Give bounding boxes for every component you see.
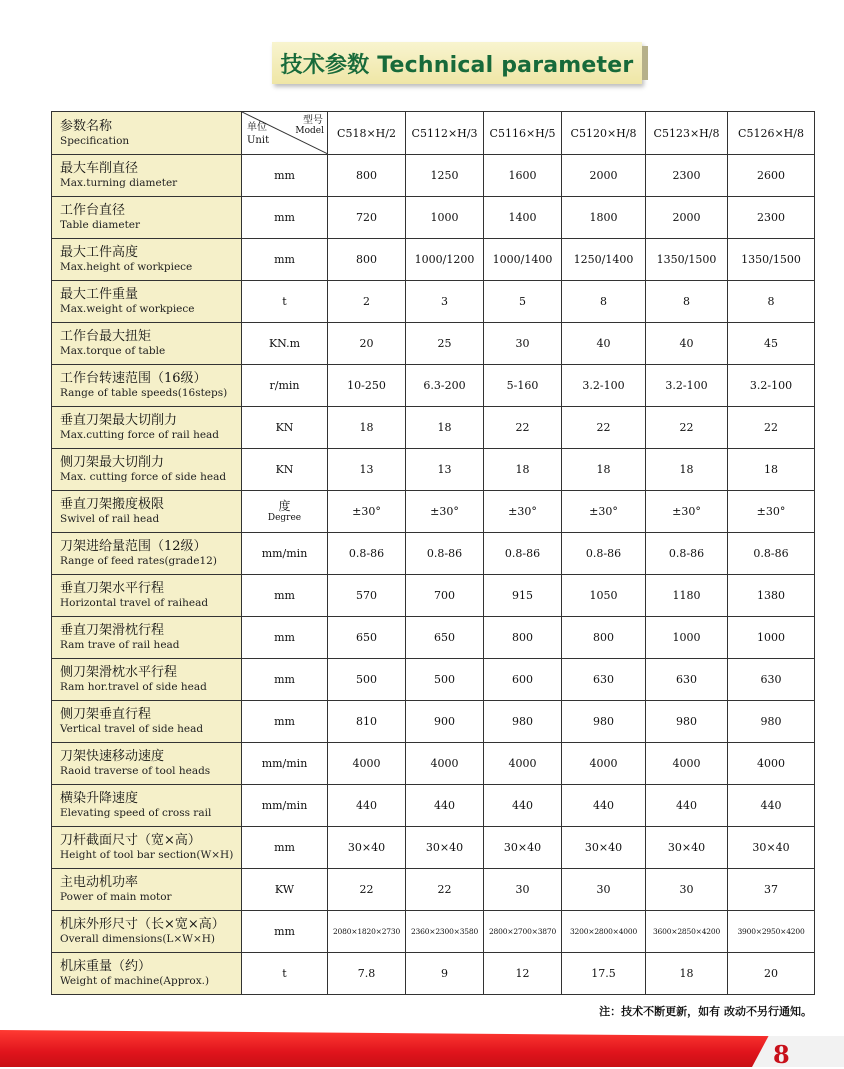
value-cell: 22 (728, 407, 815, 449)
value-cell: 18 (646, 449, 728, 491)
spec-cell (52, 239, 242, 281)
unit-header-en: Unit (247, 135, 270, 146)
unit-cell: mm (242, 911, 328, 953)
unit-cell: mm (242, 155, 328, 197)
value-cell: 980 (484, 701, 562, 743)
value-cell: 800 (562, 617, 646, 659)
value-cell: 1000 (646, 617, 728, 659)
table-row (52, 617, 815, 659)
spec-name-en: Horizontal travel of raihead (60, 597, 209, 609)
value-cell: 2080×1820×2730 (328, 911, 406, 953)
value-cell: 22 (646, 407, 728, 449)
spec-name-cn: 横染升降速度 (60, 791, 139, 806)
table-row (52, 155, 815, 197)
value-cell: 3.2-100 (728, 365, 815, 407)
spec-name-en: Ram hor.travel of side head (60, 681, 207, 693)
value-cell: 22 (406, 869, 484, 911)
model-header: C5116×H/5 (484, 112, 562, 155)
value-cell: 1000 (406, 197, 484, 239)
unit-cell: r/min (242, 365, 328, 407)
value-cell: 30 (484, 323, 562, 365)
spec-name-cn: 侧刀架最大切削力 (60, 455, 165, 470)
value-cell: 440 (562, 785, 646, 827)
spec-cell (52, 281, 242, 323)
value-cell: 650 (328, 617, 406, 659)
model-header-cn: 型号 (303, 115, 323, 126)
spec-name-en: Max.cutting force of rail head (60, 429, 220, 441)
model-header-en: Model (295, 126, 324, 136)
spec-name-cn: 垂直刀架最大切削力 (60, 413, 178, 428)
value-cell: 25 (406, 323, 484, 365)
value-cell: 2600 (728, 155, 815, 197)
spec-name-en: Swivel of rail head (60, 513, 160, 525)
value-cell: 720 (328, 197, 406, 239)
table-row (52, 575, 815, 617)
value-cell: 600 (484, 659, 562, 701)
value-cell: 0.8-86 (484, 533, 562, 575)
value-cell: 22 (562, 407, 646, 449)
spec-cell (52, 953, 242, 995)
unit-cell: mm (242, 701, 328, 743)
value-cell: 3200×2800×4000 (562, 911, 646, 953)
value-cell: 10-250 (328, 365, 406, 407)
spec-name-en: Max.weight of workpiece (60, 303, 195, 315)
unit-model-header-cell (242, 112, 328, 155)
spec-name-en: Height of tool bar section(W×H) (60, 849, 234, 861)
value-cell: 18 (406, 407, 484, 449)
value-cell: ±30° (484, 491, 562, 533)
spec-cell (52, 197, 242, 239)
table-row (52, 449, 815, 491)
spec-name-cn: 机床外形尺寸（长×宽×高） (60, 917, 225, 932)
spec-cell (52, 701, 242, 743)
spec-name-cn: 工作台转速范围（16级） (60, 371, 207, 386)
value-cell: 980 (562, 701, 646, 743)
value-cell: 40 (562, 323, 646, 365)
value-cell: 2300 (728, 197, 815, 239)
footnote: 注：技术不断更新，如有 改动不另行通知。 (599, 1005, 812, 1018)
value-cell: 800 (484, 617, 562, 659)
value-cell: 30×40 (484, 827, 562, 869)
table-row (52, 701, 815, 743)
value-cell: 4000 (406, 743, 484, 785)
unit-cell: mm (242, 197, 328, 239)
spec-name-cn: 垂直刀架水平行程 (60, 581, 165, 596)
unit-cell: mm (242, 617, 328, 659)
page-title: 技术参数 Technical parameter (280, 52, 634, 78)
value-cell: 13 (328, 449, 406, 491)
spec-cell (52, 869, 242, 911)
unit-cn: 度 (278, 498, 291, 513)
table-row (52, 365, 815, 407)
model-header: C5112×H/3 (406, 112, 484, 155)
value-cell: 30 (646, 869, 728, 911)
value-cell: 22 (328, 869, 406, 911)
value-cell: 980 (728, 701, 815, 743)
value-cell: 1350/1500 (646, 239, 728, 281)
value-cell: 6.3-200 (406, 365, 484, 407)
value-cell: 30 (484, 869, 562, 911)
value-cell: 3 (406, 281, 484, 323)
table-row (52, 281, 815, 323)
value-cell: 8 (562, 281, 646, 323)
value-cell: 2360×2300×3580 (406, 911, 484, 953)
value-cell: 3.2-100 (562, 365, 646, 407)
spec-cell (52, 785, 242, 827)
unit-cell: mm (242, 239, 328, 281)
value-cell: 4000 (646, 743, 728, 785)
value-cell: 500 (328, 659, 406, 701)
spec-name-en: Max.height of workpiece (60, 261, 193, 273)
value-cell: 630 (728, 659, 815, 701)
value-cell: 30 (562, 869, 646, 911)
value-cell: 500 (406, 659, 484, 701)
spec-header-cn: 参数名称 (60, 118, 113, 134)
unit-cell: KN.m (242, 323, 328, 365)
spec-cell (52, 491, 242, 533)
value-cell: 4000 (728, 743, 815, 785)
unit-cell: t (242, 281, 328, 323)
value-cell: 2300 (646, 155, 728, 197)
spec-name-cn: 刀架快速移动速度 (60, 749, 165, 764)
spec-cell (52, 575, 242, 617)
value-cell: 810 (328, 701, 406, 743)
spec-cell (52, 659, 242, 701)
unit-cell: KN (242, 449, 328, 491)
table-row (52, 239, 815, 281)
spec-cell (52, 617, 242, 659)
spec-name-cn: 侧刀架滑枕水平行程 (60, 665, 178, 680)
value-cell: 18 (728, 449, 815, 491)
value-cell: 20 (728, 953, 815, 995)
value-cell: ±30° (406, 491, 484, 533)
spec-name-cn: 刀架进给量范围（12级） (60, 539, 207, 554)
unit-cell: mm/min (242, 533, 328, 575)
model-header: C518×H/2 (328, 112, 406, 155)
table-row (52, 743, 815, 785)
value-cell: 3.2-100 (646, 365, 728, 407)
spec-name-cn: 工作台直径 (60, 203, 126, 218)
value-cell: 12 (484, 953, 562, 995)
value-cell: 37 (728, 869, 815, 911)
table-row (52, 407, 815, 449)
spec-name-en: Range of feed rates(grade12) (60, 555, 217, 567)
value-cell: 18 (484, 449, 562, 491)
value-cell: 20 (328, 323, 406, 365)
table-row (52, 869, 815, 911)
parameter-table (51, 111, 815, 995)
spec-name-cn: 主电动机功率 (60, 875, 139, 890)
value-cell: ±30° (646, 491, 728, 533)
value-cell: ±30° (562, 491, 646, 533)
value-cell: 4000 (562, 743, 646, 785)
unit-en: Degree (267, 512, 302, 523)
value-cell: 30×40 (646, 827, 728, 869)
model-header: C5126×H/8 (728, 112, 815, 155)
value-cell: 5 (484, 281, 562, 323)
value-cell: 980 (646, 701, 728, 743)
value-cell: 630 (646, 659, 728, 701)
spec-name-cn: 机床重量（约） (60, 959, 152, 974)
value-cell: 440 (646, 785, 728, 827)
table-row (52, 659, 815, 701)
value-cell: 45 (728, 323, 815, 365)
table-row (52, 785, 815, 827)
value-cell: 7.8 (328, 953, 406, 995)
unit-cell: mm (242, 575, 328, 617)
value-cell: 5-160 (484, 365, 562, 407)
value-cell: 1350/1500 (728, 239, 815, 281)
spec-cell (52, 365, 242, 407)
value-cell: 1000/1200 (406, 239, 484, 281)
table-row (52, 827, 815, 869)
value-cell: 8 (646, 281, 728, 323)
value-cell: 30×40 (562, 827, 646, 869)
spec-cell (52, 533, 242, 575)
spec-name-en: Power of main motor (60, 891, 172, 903)
spec-name-cn: 工作台最大扭矩 (60, 329, 152, 344)
value-cell: 1600 (484, 155, 562, 197)
value-cell: 2800×2700×3870 (484, 911, 562, 953)
spec-cell (52, 449, 242, 491)
value-cell: 30×40 (728, 827, 815, 869)
unit-cell: KW (242, 869, 328, 911)
spec-name-en: Table diameter (60, 219, 141, 231)
table-row (52, 491, 815, 533)
spec-name-en: Overall dimensions(L×W×H) (60, 933, 216, 945)
unit-cell: KN (242, 407, 328, 449)
footer-bar (0, 1030, 844, 1067)
value-cell: 1800 (562, 197, 646, 239)
value-cell: 1380 (728, 575, 815, 617)
value-cell: 17.5 (562, 953, 646, 995)
spec-name-en: Max.turning diameter (60, 177, 178, 189)
table-row (52, 323, 815, 365)
spec-cell (52, 911, 242, 953)
value-cell: 9 (406, 953, 484, 995)
table-row (52, 911, 815, 953)
model-header: C5120×H/8 (562, 112, 646, 155)
unit-cell: t (242, 953, 328, 995)
value-cell: 4000 (328, 743, 406, 785)
value-cell: 0.8-86 (328, 533, 406, 575)
value-cell: 2000 (562, 155, 646, 197)
value-cell: 800 (328, 155, 406, 197)
value-cell: 2 (328, 281, 406, 323)
value-cell: 0.8-86 (646, 533, 728, 575)
spec-name-en: Elevating speed of cross rail (60, 807, 212, 819)
value-cell: 1050 (562, 575, 646, 617)
value-cell: 22 (484, 407, 562, 449)
spec-name-cn: 最大工件高度 (60, 245, 139, 260)
value-cell: 4000 (484, 743, 562, 785)
unit-cell: mm/min (242, 743, 328, 785)
value-cell: 0.8-86 (406, 533, 484, 575)
value-cell: 915 (484, 575, 562, 617)
spec-name-cn: 刀杆截面尺寸（宽×高） (60, 833, 201, 848)
spec-cell (52, 743, 242, 785)
unit-cell: mm (242, 659, 328, 701)
value-cell: 700 (406, 575, 484, 617)
page-number: 8 (773, 1040, 790, 1069)
value-cell: 40 (646, 323, 728, 365)
spec-name-en: Range of table speeds(16steps) (60, 387, 228, 399)
value-cell: 1400 (484, 197, 562, 239)
value-cell: 18 (328, 407, 406, 449)
spec-name-en: Ram trave of rail head (60, 639, 180, 651)
value-cell: 3600×2850×4200 (646, 911, 728, 953)
spec-name-en: Raoid traverse of tool heads (60, 765, 211, 777)
table-row (52, 197, 815, 239)
value-cell: 0.8-86 (728, 533, 815, 575)
value-cell: 2000 (646, 197, 728, 239)
spec-cell (52, 407, 242, 449)
value-cell: 30×40 (406, 827, 484, 869)
value-cell: 1250 (406, 155, 484, 197)
unit-cell: mm/min (242, 785, 328, 827)
value-cell: 440 (484, 785, 562, 827)
value-cell: 1000 (728, 617, 815, 659)
value-cell: 440 (728, 785, 815, 827)
table-row (52, 953, 815, 995)
value-cell: 8 (728, 281, 815, 323)
table-row (52, 533, 815, 575)
table-header-row (52, 112, 815, 155)
value-cell: 18 (562, 449, 646, 491)
value-cell: 800 (328, 239, 406, 281)
value-cell: 570 (328, 575, 406, 617)
spec-name-en: Vertical travel of side head (60, 723, 204, 735)
spec-cell (52, 155, 242, 197)
value-cell: 13 (406, 449, 484, 491)
title-banner (272, 42, 642, 84)
value-cell: 440 (406, 785, 484, 827)
spec-name-cn: 垂直刀架搬度极限 (60, 497, 165, 512)
value-cell: 3900×2950×4200 (728, 911, 815, 953)
unit-header-cn: 单位 (247, 122, 267, 133)
value-cell: 630 (562, 659, 646, 701)
spec-name-cn: 垂直刀架滑枕行程 (60, 623, 165, 638)
value-cell: 1250/1400 (562, 239, 646, 281)
value-cell: 900 (406, 701, 484, 743)
value-cell: 0.8-86 (562, 533, 646, 575)
spec-name-en: Max. cutting force of side head (60, 471, 227, 483)
value-cell: 1000/1400 (484, 239, 562, 281)
unit-cell (242, 491, 328, 533)
value-cell: ±30° (328, 491, 406, 533)
spec-name-en: Weight of machine(Approx.) (60, 975, 210, 987)
spec-name-cn: 最大工件重量 (60, 287, 139, 302)
spec-header-cell (52, 112, 242, 155)
value-cell: 1180 (646, 575, 728, 617)
spec-header-en: Specification (60, 134, 130, 147)
model-header: C5123×H/8 (646, 112, 728, 155)
spec-name-en: Max.torque of table (60, 345, 166, 357)
spec-cell (52, 827, 242, 869)
spec-name-cn: 最大车削直径 (60, 161, 139, 176)
value-cell: 440 (328, 785, 406, 827)
value-cell: 650 (406, 617, 484, 659)
spec-cell (52, 323, 242, 365)
value-cell: 18 (646, 953, 728, 995)
spec-name-cn: 侧刀架垂直行程 (60, 707, 152, 722)
unit-cell: mm (242, 827, 328, 869)
value-cell: ±30° (728, 491, 815, 533)
value-cell: 30×40 (328, 827, 406, 869)
